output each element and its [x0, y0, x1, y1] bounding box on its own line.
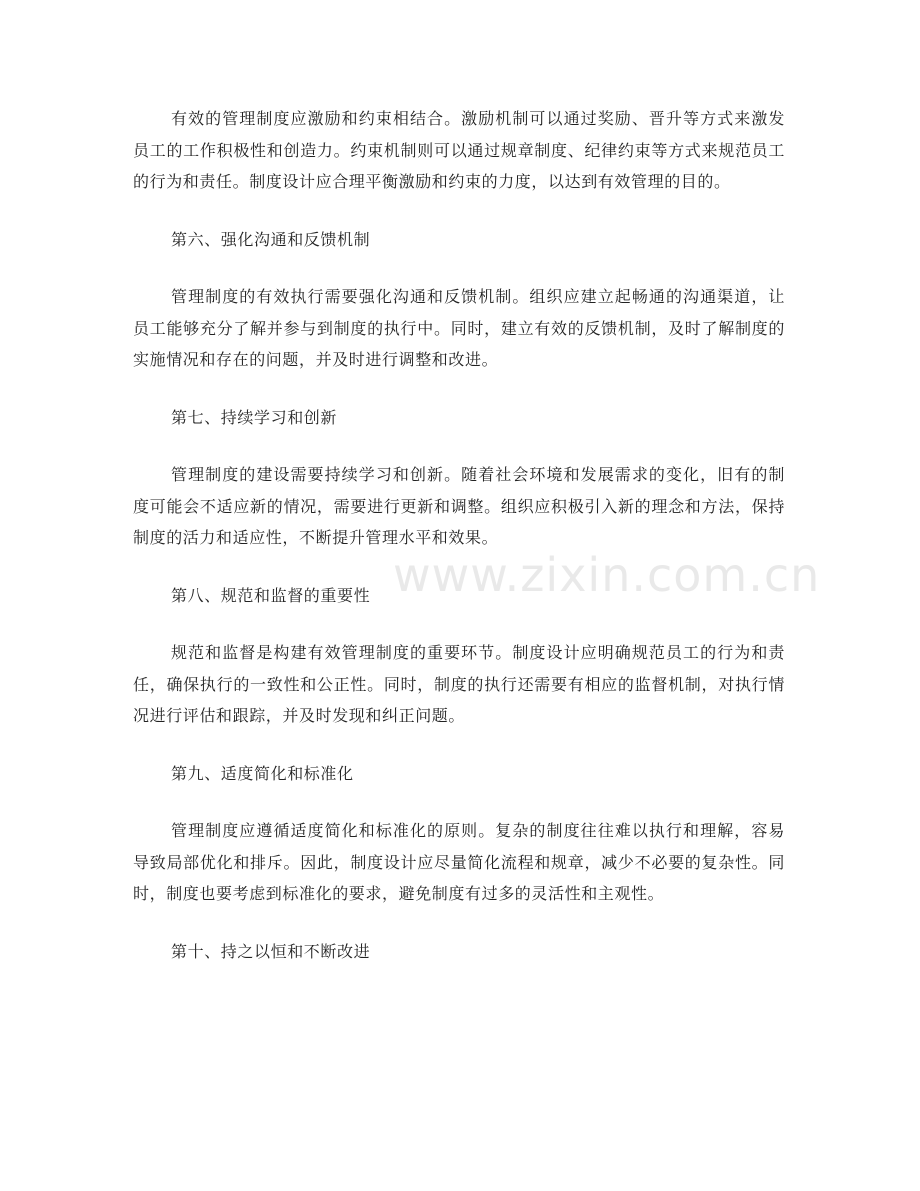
document-body: [133, 103, 785, 967]
heading-section-9: 第九、适度简化和标准化: [171, 763, 354, 783]
paragraph-section-8: 规范和监督是构建有效管理制度的重要环节。制度设计应明确规范员工的行为和责任，确保执行的一致性和公正性。同时，制度的执行还需要有相应的监督机制，对执行情况进行评估和跟踪，并及时发现和纠正问题。: [133, 643, 785, 725]
watermark: www.zixin.com.cn: [393, 548, 821, 602]
heading-section-6: 第六、强化沟通和反馈机制: [171, 229, 371, 249]
paragraph-section-7: 管理制度的建设需要持续学习和创新。随着社会环境和发展需求的变化，旧有的制度可能会不适应新的情况，需要进行更新和调整。组织应积极引入新的理念和方法，保持制度的活力和适应性，不断提升管理水平和效果。: [133, 465, 785, 547]
paragraph-section-9: 管理制度应遵循适度简化和标准化的原则。复杂的制度往往难以执行和理解，容易导致局部优化和排斥。因此，制度设计应尽量简化流程和规章，减少不必要的复杂性。同时，制度也要考虑到标准化的要求，避免制度有过多的灵活性和主观性。: [133, 821, 785, 903]
heading-section-10: 第十、持之以恒和不断改进: [171, 941, 371, 961]
paragraph-section-6: 管理制度的有效执行需要强化沟通和反馈机制。组织应建立起畅通的沟通渠道，让员工能够充分了解并参与到制度的执行中。同时，建立有效的反馈机制，及时了解制度的实施情况和存在的问题，并及时进行调整和改进。: [133, 287, 785, 369]
heading-section-8: 第八、规范和监督的重要性: [171, 585, 371, 605]
paragraph-incentive-constraint: 有效的管理制度应激励和约束相结合。激励机制可以通过奖励、晋升等方式来激发员工的工作积极性和创造力。约束机制则可以通过规章制度、纪律约束等方式来规范员工的行为和责任。制度设计应合理平衡激励和约束的力度，以达到有效管理的目的。: [133, 109, 785, 191]
heading-section-7: 第七、持续学习和创新: [171, 407, 338, 427]
